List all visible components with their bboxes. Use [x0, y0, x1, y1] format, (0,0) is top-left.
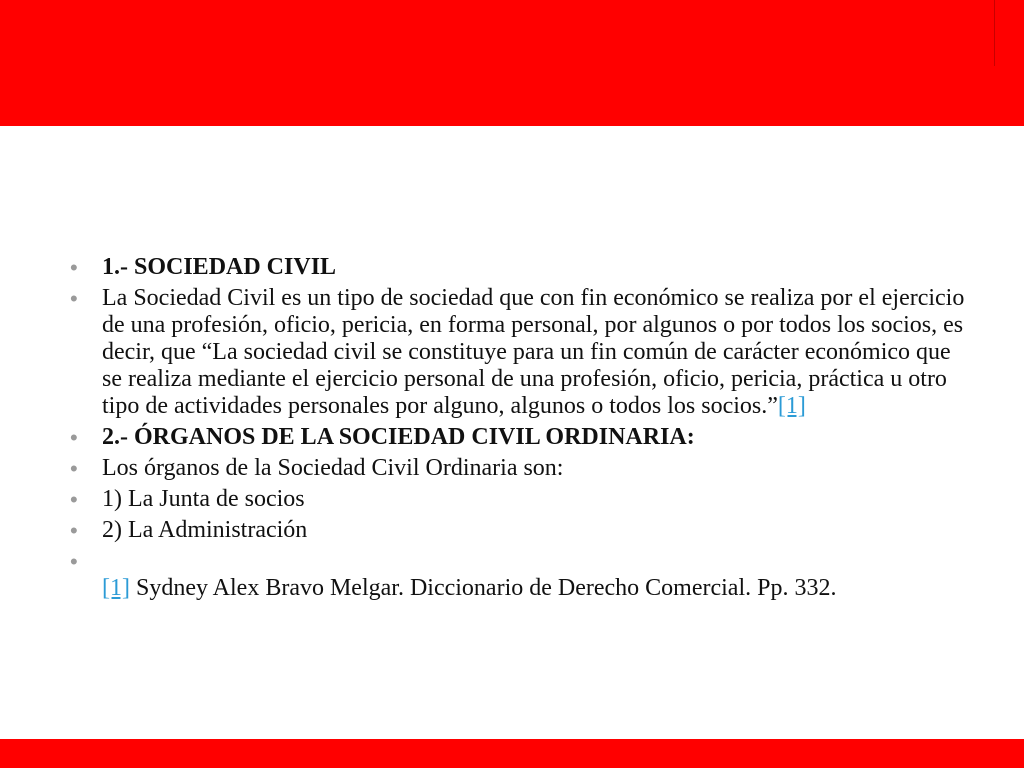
list-item — [70, 254, 970, 281]
section-heading-1: 1.- SOCIEDAD CIVIL — [102, 254, 337, 280]
organo-item-1: 1) La Junta de socios — [102, 486, 305, 512]
organos-intro: Los órganos de la Sociedad Civil Ordinaria son: — [102, 455, 564, 481]
paragraph-definition: La Sociedad Civil es un tipo de sociedad que con fin económico se realiza por el ejercicio de una profesión, oficio, pericia, en forma personal, por algunos o por todos los socios, es decir, que “La sociedad civil se constituye para un fin común de carácter económico que se realiza mediante el ejercicio personal de una profesión, oficio, pericia, práctica u otro tipo de actividades personales por alguno, algunos o todos los socios.” — [102, 285, 965, 419]
bullet-icon: • — [70, 487, 78, 512]
bullet-icon: • — [70, 255, 78, 280]
bullet-icon: • — [70, 425, 78, 450]
list-item — [70, 285, 970, 420]
list-item — [70, 517, 970, 544]
list-item — [70, 486, 970, 513]
footnote-link[interactable]: [1] — [777, 393, 806, 419]
bullet-icon: • — [70, 518, 78, 543]
bullet-icon: • — [70, 456, 78, 481]
section-heading-2: 2.- ÓRGANOS DE LA SOCIEDAD CIVIL ORDINARIA: — [102, 424, 695, 450]
bullet-icon: • — [70, 286, 78, 311]
bottom-red-band — [0, 739, 1024, 768]
footnote-anchor-link[interactable]: [1] — [102, 575, 130, 601]
bullet-icon: • — [70, 549, 78, 574]
band-divider-line — [994, 0, 995, 66]
list-item — [70, 424, 970, 451]
bullet-list — [70, 254, 970, 602]
footnote-text: Sydney Alex Bravo Melgar. Diccionario de Derecho Comercial. Pp. 332. — [129, 575, 837, 601]
slide-content — [70, 254, 970, 606]
list-item — [70, 455, 970, 482]
list-item — [70, 548, 970, 602]
organo-item-2: 2) La Administración — [102, 517, 308, 543]
top-red-band — [0, 0, 1024, 126]
